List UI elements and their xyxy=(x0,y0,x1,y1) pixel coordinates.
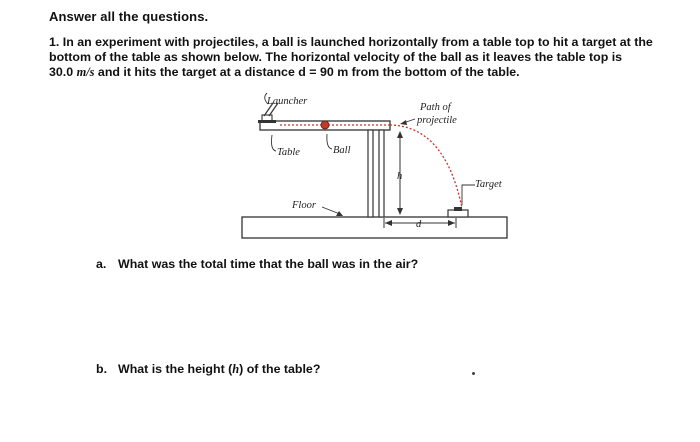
target-center xyxy=(454,207,462,211)
label-target: Target xyxy=(475,179,502,190)
floor-pointer xyxy=(322,207,340,214)
question-a-text: What was the total time that the ball was in the air? xyxy=(118,257,419,271)
stray-mark xyxy=(472,372,475,375)
launcher-plate xyxy=(258,120,276,123)
problem-line-3-rest: and it hits the target at a distance d = 90 m from the bottom of the table. xyxy=(94,65,520,79)
table-leg xyxy=(368,130,373,217)
table-leg xyxy=(379,130,384,217)
table-pointer xyxy=(272,135,277,151)
question-b xyxy=(96,362,320,377)
problem-line-2: bottom of the table as shown below. The horizontal velocity of the ball as it leaves the table top is xyxy=(49,50,623,64)
ball xyxy=(321,121,329,129)
label-floor: Floor xyxy=(292,200,316,211)
height-arrowhead-bottom xyxy=(397,208,403,215)
target-pointer xyxy=(462,185,475,205)
path-pointer-arrowhead xyxy=(400,120,407,125)
label-launcher: Launcher xyxy=(267,96,308,107)
floor xyxy=(242,217,507,238)
question-b-text-after: ) of the table? xyxy=(239,362,321,376)
label-height: h xyxy=(397,171,403,182)
question-a xyxy=(96,257,418,271)
problem-statement xyxy=(49,35,674,80)
instructions-heading: Answer all the questions. xyxy=(49,9,209,24)
label-projectile: projectile xyxy=(417,115,457,126)
velocity-value: 30.0 xyxy=(49,65,74,79)
question-b-variable: h xyxy=(232,362,240,376)
label-distance: d xyxy=(416,219,422,230)
question-b-letter: b. xyxy=(96,362,108,376)
problem-line-1: 1. In an experiment with projectiles, a ball is launched horizontally from a table top to hit a target at the xyxy=(49,35,653,49)
label-table: Table xyxy=(277,147,300,158)
question-b-text-before: What is the height ( xyxy=(118,362,233,376)
question-a-letter: a. xyxy=(96,257,107,271)
floor-pointer-arrowhead xyxy=(336,211,343,216)
label-path-of: Path of xyxy=(420,102,451,113)
ball-pointer xyxy=(327,134,332,149)
target xyxy=(448,210,468,217)
velocity-unit: m/s xyxy=(76,65,95,79)
height-arrowhead-top xyxy=(397,131,403,138)
label-ball: Ball xyxy=(333,145,351,156)
problem-line-3 xyxy=(49,65,674,80)
projectile-diagram xyxy=(240,90,530,245)
